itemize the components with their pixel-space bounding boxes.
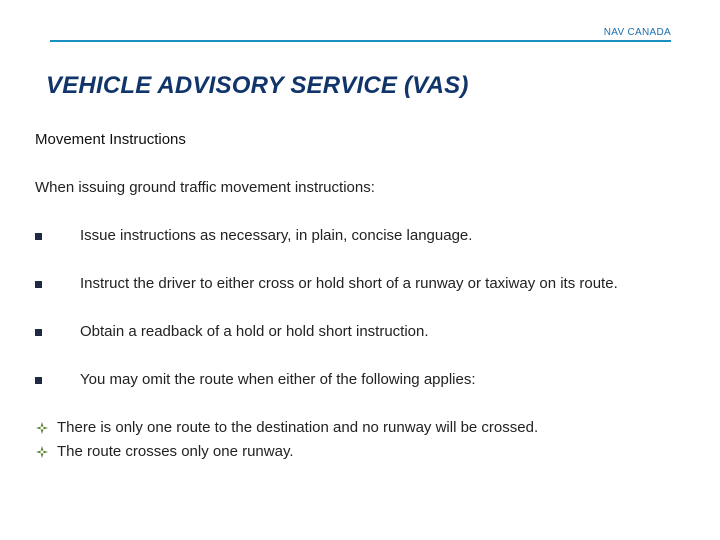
list-item-text: Issue instructions as necessary, in plain, concise language. — [80, 227, 473, 244]
intro-text: When issuing ground traffic movement instructions: — [35, 179, 375, 196]
square-bullet-icon — [35, 377, 42, 384]
list-item-text: You may omit the route when either of the following applies: — [80, 371, 476, 388]
square-bullet-icon — [35, 329, 42, 336]
list-item-text: Instruct the driver to either cross or hold short of a runway or taxiway on its route. — [80, 275, 618, 292]
square-bullet-icon — [35, 233, 42, 240]
sub-list-item-text: There is only one route to the destination and no runway will be crossed. — [57, 419, 539, 436]
brand-label: NAV CANADA — [603, 27, 671, 38]
sub-list-item-text: The route crosses only one runway. — [57, 443, 294, 460]
section-subtitle: Movement Instructions — [35, 131, 186, 148]
page-title: VEHICLE ADVISORY SERVICE (VAS) — [46, 72, 469, 99]
list-item-text: Obtain a readback of a hold or hold short instruction. — [80, 323, 429, 340]
square-bullet-icon — [35, 281, 42, 288]
header-divider — [50, 40, 671, 42]
diamond-bullet-icon — [35, 445, 49, 459]
diamond-bullet-icon — [35, 421, 49, 435]
